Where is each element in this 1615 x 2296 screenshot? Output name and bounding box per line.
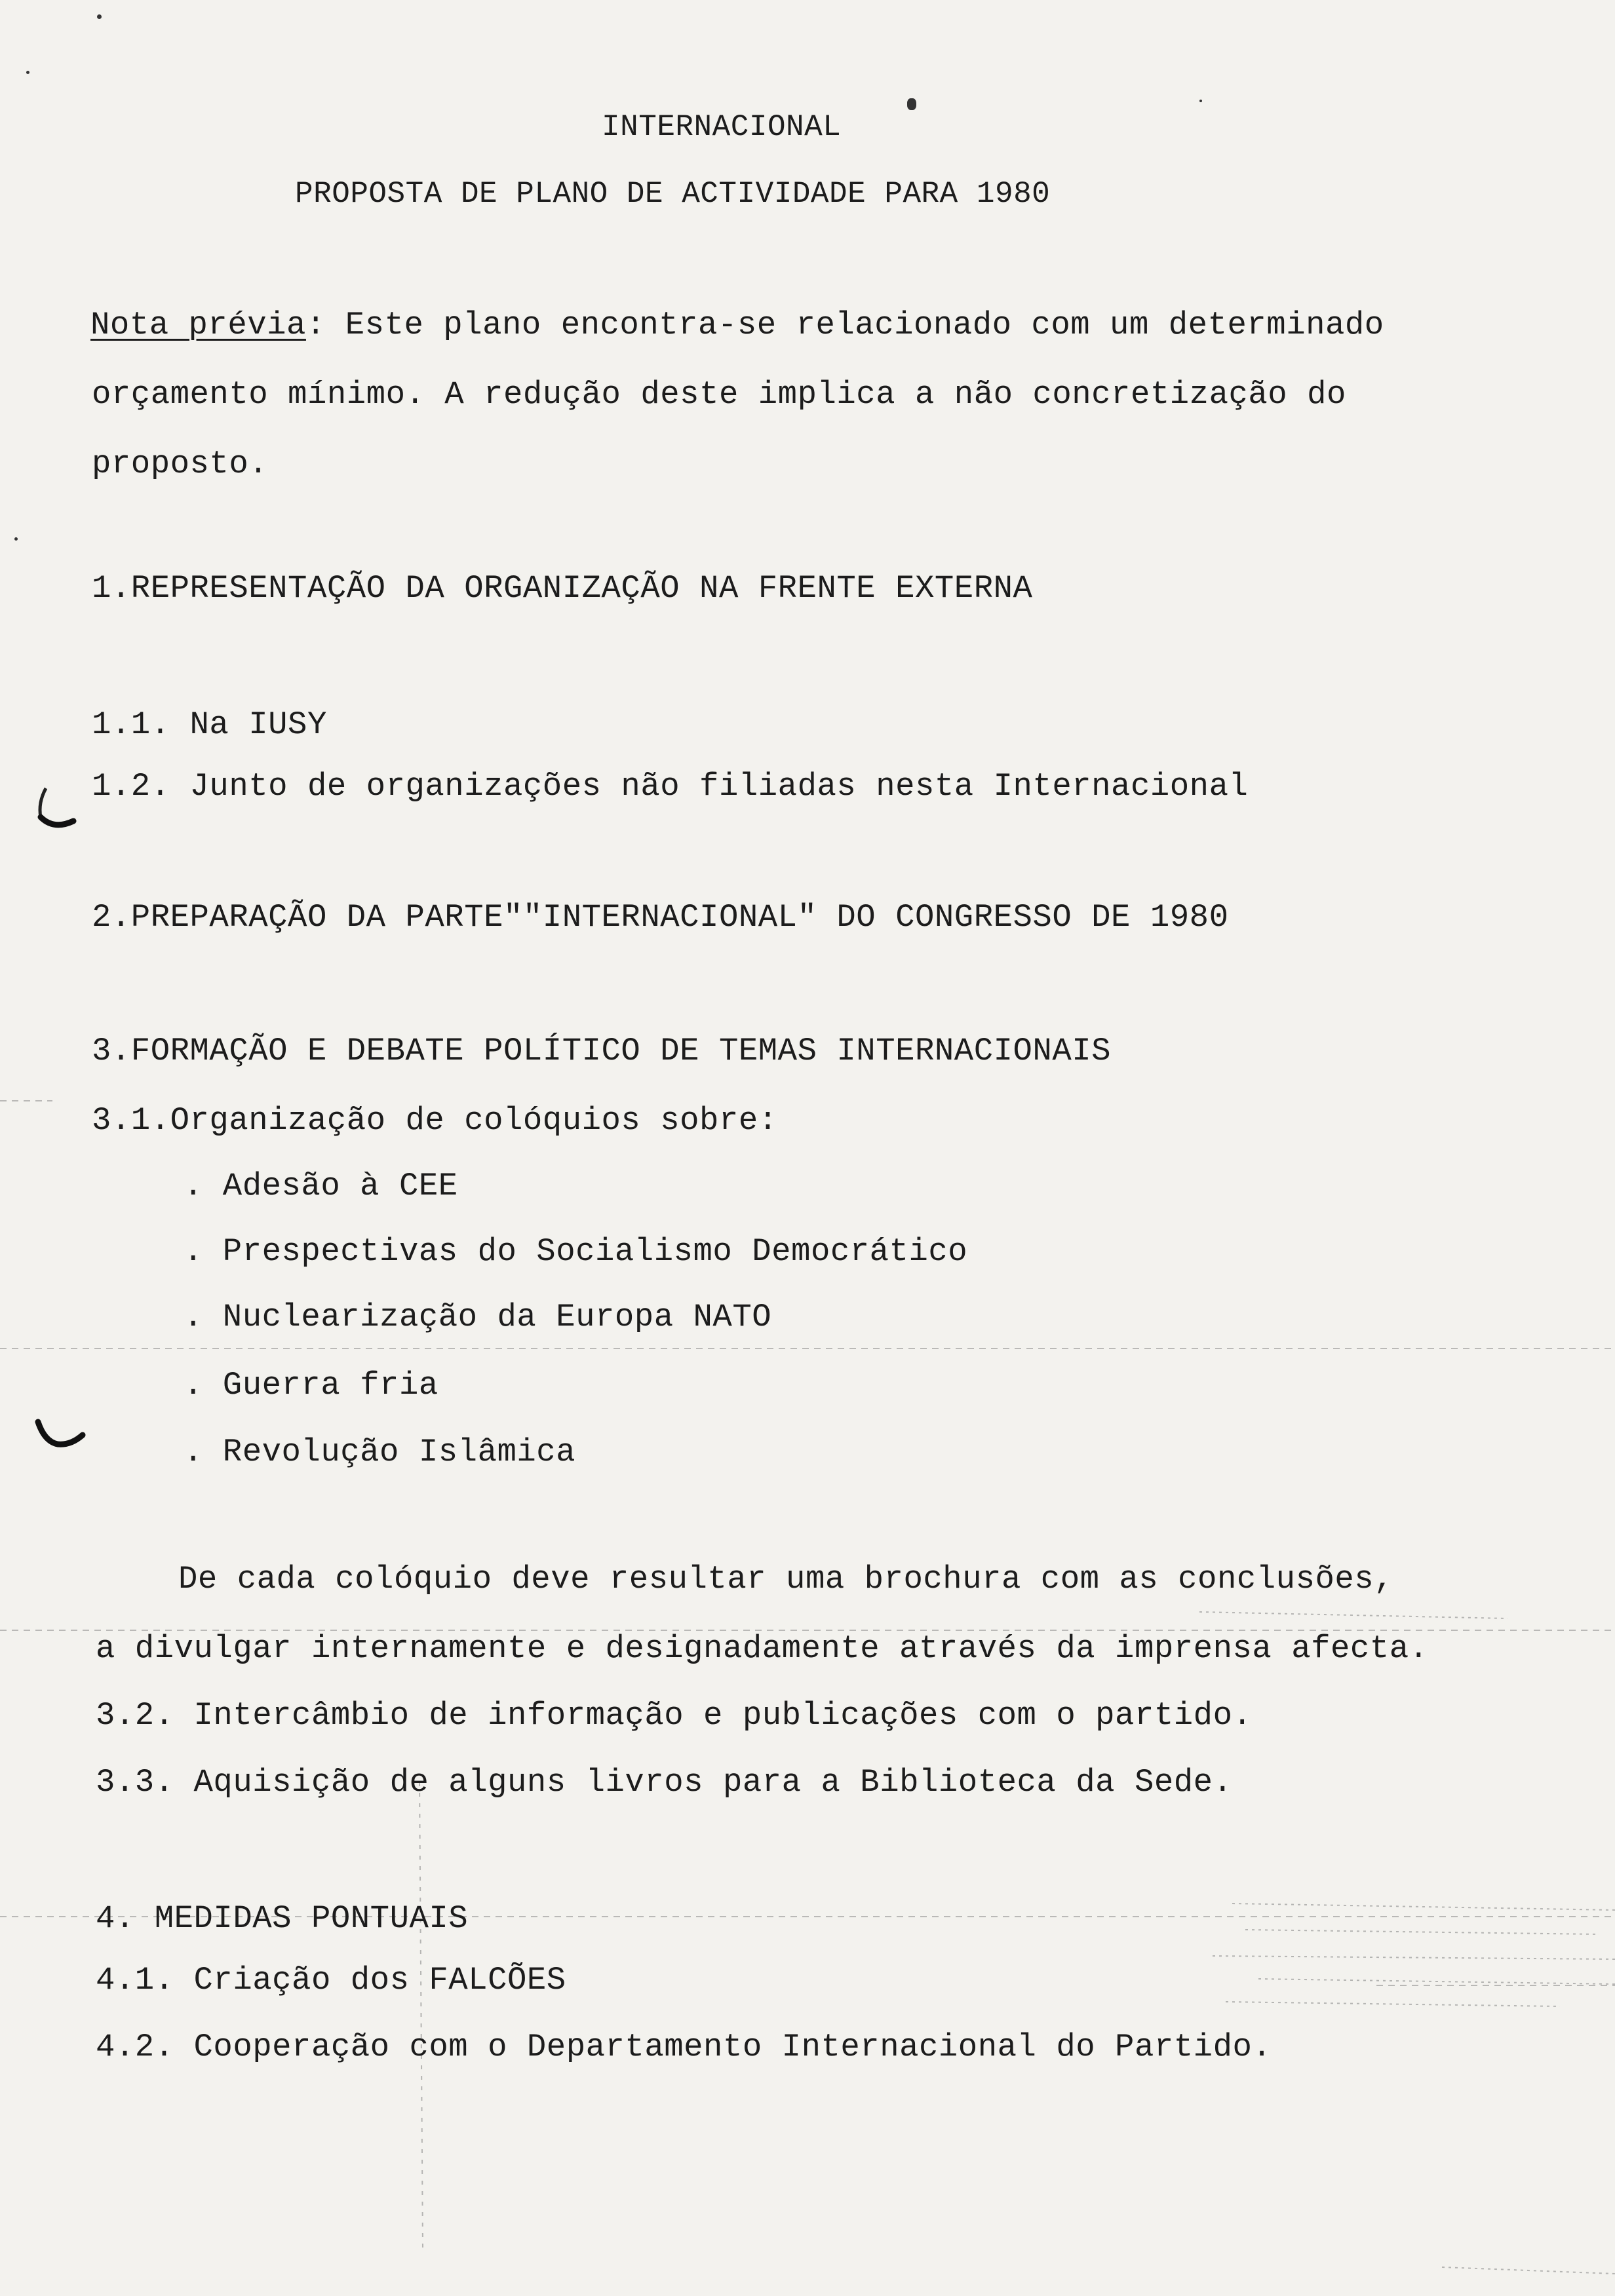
topic-item: . Guerra fria [184, 1367, 438, 1404]
ink-speck [907, 98, 916, 110]
section-4-1: 4.1. Criação dos FALCÕES [96, 1962, 566, 1999]
section-1-2: 1.2. Junto de organizações não filiadas nesta Internacional [92, 768, 1249, 805]
topic-item: . Revolução Islâmica [184, 1434, 576, 1470]
note-label: Nota prévia [90, 307, 306, 343]
margin-mark-icon [31, 1415, 90, 1461]
topic-item: . Adesão à CEE [184, 1168, 458, 1204]
paragraph-line-2: a divulgar internamente e designadamente através da imprensa afecta. [96, 1630, 1429, 1667]
topic-item: . Nuclearização da Europa NATO [184, 1299, 772, 1335]
ink-speck [97, 14, 102, 19]
ink-speck [1199, 100, 1202, 102]
document-subtitle: PROPOSTA DE PLANO DE ACTIVIDADE PARA 1980 [295, 177, 1051, 211]
margin-mark-icon [26, 783, 85, 835]
document-title: INTERNACIONAL [602, 110, 842, 144]
section-1-1: 1.1. Na IUSY [92, 706, 327, 743]
section-4-2: 4.2. Cooperação com o Departamento Internacional do Partido. [96, 2029, 1272, 2065]
section-3-1: 3.1.Organização de colóquios sobre: [92, 1102, 778, 1139]
section-3-3: 3.3. Aquisição de alguns livros para a Biblioteca da Sede. [96, 1764, 1233, 1801]
note-line-3: proposto. [92, 446, 269, 482]
section-4-heading: 4. MEDIDAS PONTUAIS [96, 1900, 469, 1937]
section-3-heading: 3.FORMAÇÃO E DEBATE POLÍTICO DE TEMAS INTERNACIONAIS [92, 1033, 1112, 1069]
note-line-1 [90, 305, 1384, 345]
section-2-heading: 2.PREPARAÇÃO DA PARTE""INTERNACIONAL" DO CONGRESSO DE 1980 [92, 899, 1229, 936]
note-line-2: orçamento mínimo. A redução deste implica a não concretização do [92, 376, 1346, 413]
topic-item: . Prespectivas do Socialismo Democrático [184, 1233, 968, 1270]
paragraph-line-1: De cada colóquio deve resultar uma brochura com as conclusões, [178, 1561, 1394, 1598]
section-3-2: 3.2. Intercâmbio de informação e publicações com o partido. [96, 1697, 1253, 1734]
section-1-heading: 1.REPRESENTAÇÃO DA ORGANIZAÇÃO NA FRENTE EXTERNA [92, 570, 1033, 607]
ink-speck [14, 537, 18, 541]
ink-speck [26, 71, 29, 74]
note-text: : Este plano encontra-se relacionado com um determinado [305, 307, 1384, 343]
